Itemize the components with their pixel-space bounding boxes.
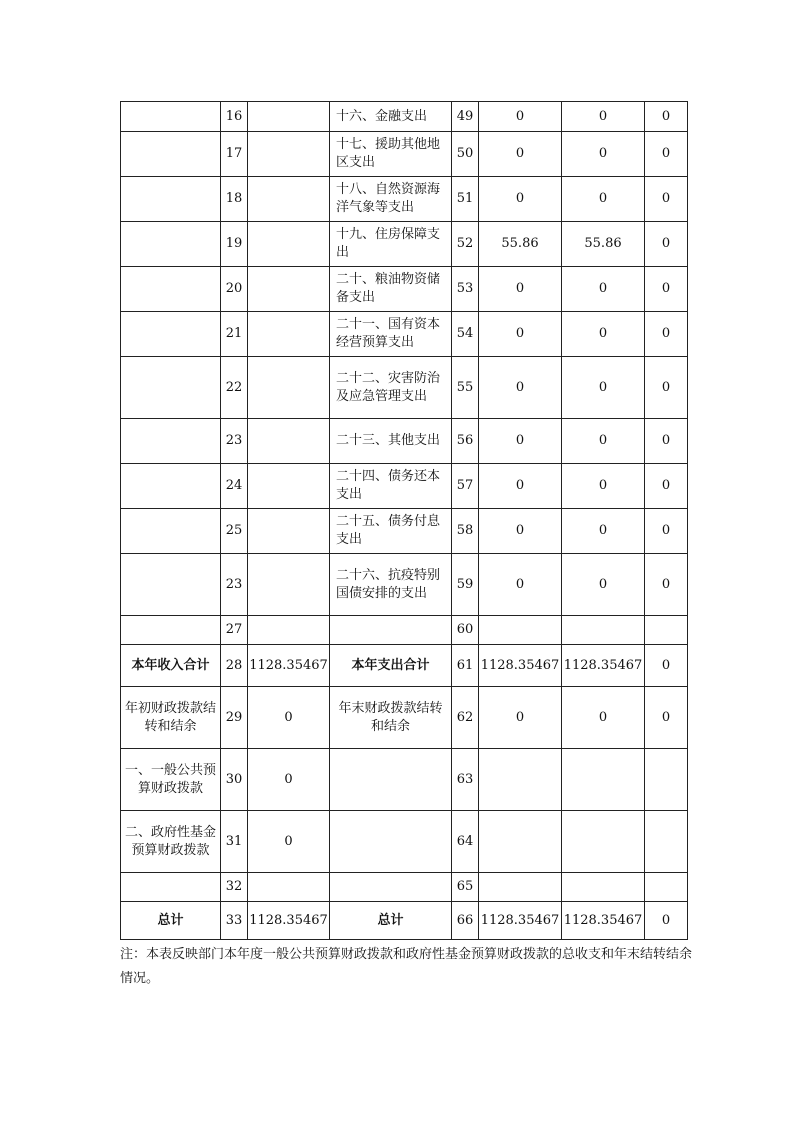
table-row	[121, 132, 688, 177]
expense-total-cell: 0	[479, 357, 562, 419]
subtotal-row	[121, 645, 688, 687]
income-line-cell: 33	[221, 902, 248, 940]
expense-basic-cell: 0	[562, 267, 645, 312]
expense-project-cell: 0	[645, 312, 688, 357]
income-item-cell	[121, 357, 221, 419]
expense-item-cell	[330, 873, 452, 902]
expense-project-cell: 0	[645, 645, 688, 687]
expense-line-cell: 60	[452, 616, 479, 645]
expense-basic-cell: 55.86	[562, 222, 645, 267]
expense-total-cell: 0	[479, 312, 562, 357]
table-row	[121, 464, 688, 509]
income-amount-cell	[248, 554, 330, 616]
table-row	[121, 267, 688, 312]
table-row	[121, 419, 688, 464]
income-carryover-label: 一、一般公共预算财政拨款	[121, 749, 221, 811]
expense-basic-cell: 0	[562, 509, 645, 554]
income-item-cell	[121, 509, 221, 554]
expense-project-cell: 0	[645, 902, 688, 940]
expense-line-cell: 52	[452, 222, 479, 267]
expense-carryover-label: 年末财政拨款结转和结余	[330, 687, 452, 749]
expense-item-cell: 十九、住房保障支出	[330, 222, 452, 267]
table-row	[121, 509, 688, 554]
income-carryover-label: 年初财政拨款结转和结余	[121, 687, 221, 749]
expense-line-cell: 65	[452, 873, 479, 902]
expense-basic-cell: 0	[562, 419, 645, 464]
income-item-cell	[121, 554, 221, 616]
expense-basic-cell	[562, 616, 645, 645]
expense-total-cell: 1128.35467	[479, 902, 562, 940]
expense-line-cell: 63	[452, 749, 479, 811]
expense-subtotal-label: 本年支出合计	[330, 645, 452, 687]
expense-project-cell: 0	[645, 687, 688, 749]
income-item-cell	[121, 419, 221, 464]
table-row	[121, 312, 688, 357]
expense-basic-cell: 0	[562, 312, 645, 357]
table-footnote: 注：本表反映部门本年度一般公共预算财政拨款和政府性基金预算财政拨款的总收支和年末结转结余情况。	[120, 947, 693, 986]
expense-line-cell: 56	[452, 419, 479, 464]
expense-basic-cell: 1128.35467	[562, 902, 645, 940]
expense-line-cell: 53	[452, 267, 479, 312]
carryover-row	[121, 687, 688, 749]
expense-item-cell	[330, 811, 452, 873]
income-amount-cell	[248, 177, 330, 222]
expense-project-cell: 0	[645, 464, 688, 509]
income-amount-cell	[248, 132, 330, 177]
income-line-cell: 20	[221, 267, 248, 312]
income-line-cell: 24	[221, 464, 248, 509]
income-item-cell	[121, 132, 221, 177]
expense-total-cell	[479, 873, 562, 902]
expense-project-cell	[645, 616, 688, 645]
expense-project-cell	[645, 873, 688, 902]
expense-line-cell: 54	[452, 312, 479, 357]
expense-project-cell: 0	[645, 177, 688, 222]
expense-line-cell: 49	[452, 102, 479, 132]
carryover-row	[121, 811, 688, 873]
expense-total-cell	[479, 616, 562, 645]
income-line-cell: 19	[221, 222, 248, 267]
income-line-cell: 23	[221, 554, 248, 616]
income-amount-cell	[248, 419, 330, 464]
expense-basic-cell	[562, 811, 645, 873]
expense-project-cell: 0	[645, 357, 688, 419]
income-line-cell: 27	[221, 616, 248, 645]
expense-item-cell: 二十四、债务还本支出	[330, 464, 452, 509]
expense-total-cell	[479, 811, 562, 873]
expense-project-cell: 0	[645, 554, 688, 616]
income-amount-cell	[248, 464, 330, 509]
expense-item-cell: 二十二、灾害防治及应急管理支出	[330, 357, 452, 419]
income-line-cell: 25	[221, 509, 248, 554]
income-item-cell	[121, 873, 221, 902]
income-line-cell: 16	[221, 102, 248, 132]
expense-item-cell: 十六、金融支出	[330, 102, 452, 132]
income-amount-cell	[248, 509, 330, 554]
table-row	[121, 873, 688, 902]
table-row	[121, 554, 688, 616]
income-line-cell: 29	[221, 687, 248, 749]
table-row	[121, 616, 688, 645]
table-row	[121, 177, 688, 222]
expense-total-cell: 0	[479, 102, 562, 132]
expense-project-cell: 0	[645, 267, 688, 312]
expense-basic-cell: 1128.35467	[562, 645, 645, 687]
income-item-cell	[121, 222, 221, 267]
expense-basic-cell: 0	[562, 132, 645, 177]
expense-total-cell: 0	[479, 419, 562, 464]
income-line-cell: 22	[221, 357, 248, 419]
expense-item-cell: 十八、自然资源海洋气象等支出	[330, 177, 452, 222]
expense-total-cell: 0	[479, 267, 562, 312]
expense-item-cell: 二十、粮油物资储备支出	[330, 267, 452, 312]
expense-line-cell: 50	[452, 132, 479, 177]
expense-project-cell: 0	[645, 509, 688, 554]
income-item-cell	[121, 312, 221, 357]
income-amount-cell	[248, 102, 330, 132]
expense-total-cell: 55.86	[479, 222, 562, 267]
expense-item-cell: 二十六、抗疫特别国债安排的支出	[330, 554, 452, 616]
expense-item-cell: 二十一、国有资本经营预算支出	[330, 312, 452, 357]
expense-item-cell: 二十五、债务付息支出	[330, 509, 452, 554]
income-carryover-label: 二、政府性基金预算财政拨款	[121, 811, 221, 873]
income-item-cell	[121, 177, 221, 222]
income-item-cell	[121, 102, 221, 132]
income-line-cell: 30	[221, 749, 248, 811]
income-item-cell	[121, 464, 221, 509]
income-amount-cell	[248, 312, 330, 357]
income-item-cell	[121, 616, 221, 645]
income-line-cell: 17	[221, 132, 248, 177]
expense-line-cell: 61	[452, 645, 479, 687]
grand-total-row	[121, 902, 688, 940]
expense-basic-cell	[562, 873, 645, 902]
income-line-cell: 32	[221, 873, 248, 902]
income-line-cell: 28	[221, 645, 248, 687]
income-amount-cell	[248, 222, 330, 267]
expense-total-cell: 0	[479, 464, 562, 509]
income-line-cell: 23	[221, 419, 248, 464]
expense-item-cell: 二十三、其他支出	[330, 419, 452, 464]
table-row	[121, 222, 688, 267]
income-amount-cell	[248, 873, 330, 902]
expense-project-cell: 0	[645, 419, 688, 464]
expense-line-cell: 58	[452, 509, 479, 554]
expense-basic-cell: 0	[562, 687, 645, 749]
expense-project-cell	[645, 811, 688, 873]
income-line-cell: 21	[221, 312, 248, 357]
expense-basic-cell: 0	[562, 554, 645, 616]
income-subtotal-label: 本年收入合计	[121, 645, 221, 687]
expense-project-cell: 0	[645, 222, 688, 267]
income-amount-cell	[248, 267, 330, 312]
expense-line-cell: 64	[452, 811, 479, 873]
expense-line-cell: 57	[452, 464, 479, 509]
income-amount-cell: 1128.35467	[248, 645, 330, 687]
income-amount-cell	[248, 357, 330, 419]
expense-total-cell: 0	[479, 509, 562, 554]
expense-line-cell: 51	[452, 177, 479, 222]
expense-line-cell: 55	[452, 357, 479, 419]
expense-basic-cell: 0	[562, 102, 645, 132]
expense-item-cell	[330, 749, 452, 811]
expense-grand-total-label: 总计	[330, 902, 452, 940]
income-line-cell: 18	[221, 177, 248, 222]
expense-line-cell: 59	[452, 554, 479, 616]
budget-table	[120, 101, 688, 940]
income-amount-cell: 0	[248, 687, 330, 749]
expense-line-cell: 62	[452, 687, 479, 749]
expense-total-cell: 1128.35467	[479, 645, 562, 687]
expense-total-cell: 0	[479, 554, 562, 616]
expense-basic-cell	[562, 749, 645, 811]
expense-project-cell	[645, 749, 688, 811]
carryover-row	[121, 749, 688, 811]
expense-basic-cell: 0	[562, 357, 645, 419]
expense-item-cell	[330, 616, 452, 645]
income-amount-cell	[248, 616, 330, 645]
expense-total-cell: 0	[479, 687, 562, 749]
expense-basic-cell: 0	[562, 464, 645, 509]
income-item-cell	[121, 267, 221, 312]
income-line-cell: 31	[221, 811, 248, 873]
expense-project-cell: 0	[645, 102, 688, 132]
expense-total-cell: 0	[479, 177, 562, 222]
expense-basic-cell: 0	[562, 177, 645, 222]
income-amount-cell: 1128.35467	[248, 902, 330, 940]
income-amount-cell: 0	[248, 811, 330, 873]
expense-total-cell	[479, 749, 562, 811]
income-amount-cell: 0	[248, 749, 330, 811]
table-row	[121, 357, 688, 419]
income-grand-total-label: 总计	[121, 902, 221, 940]
expense-line-cell: 66	[452, 902, 479, 940]
table-row	[121, 102, 688, 132]
expense-total-cell: 0	[479, 132, 562, 177]
expense-project-cell: 0	[645, 132, 688, 177]
expense-item-cell: 十七、援助其他地区支出	[330, 132, 452, 177]
